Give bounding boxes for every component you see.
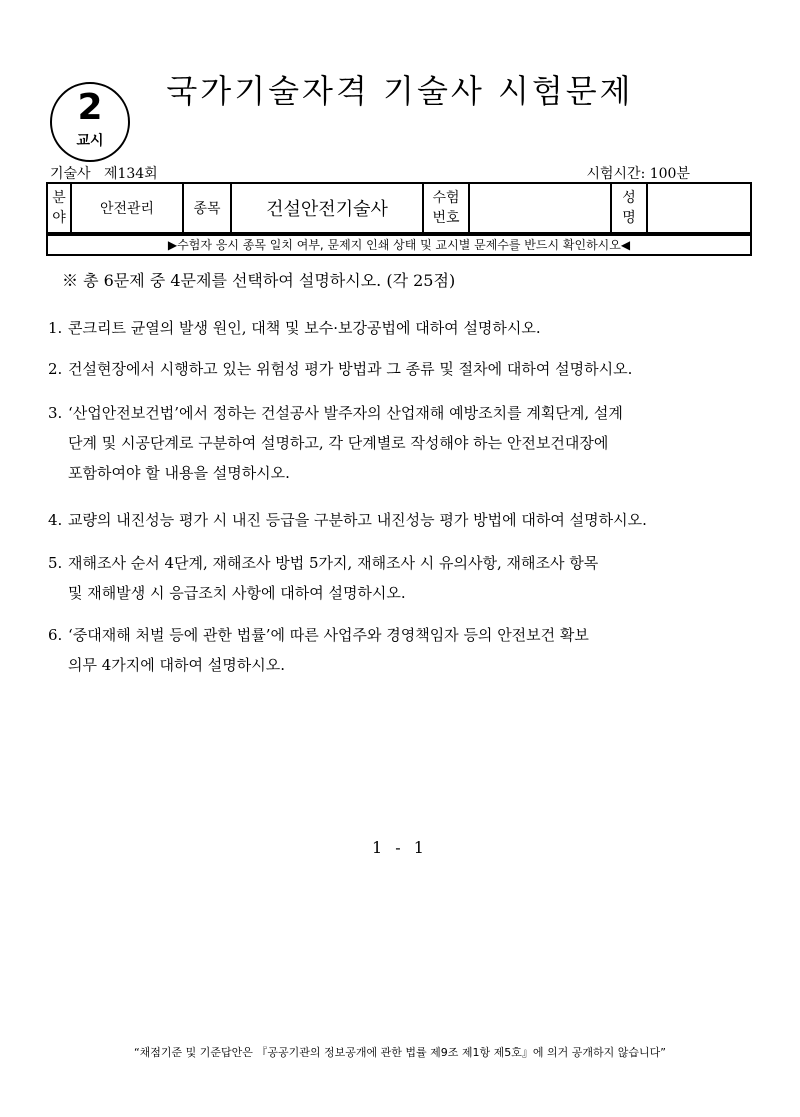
question-number: 5. <box>48 554 63 572</box>
question-line: ‘산업안전보건법’에서 정하는 건설공사 발주자의 산업재해 예방조치를 계획단계, 설계 <box>68 404 623 422</box>
name-field[interactable] <box>647 183 751 233</box>
question-line: 및 재해발생 시 응급조치 사항에 대하여 설명하시오. <box>68 584 406 602</box>
question-2 <box>48 354 758 384</box>
field-value: 안전관리 <box>71 183 183 233</box>
notice-bar: ▶수험자 응시 종목 일치 여부, 문제지 인쇄 상태 및 교시별 문제수를 반드시 확인하시오◀ <box>46 234 752 256</box>
question-line: 콘크리트 균열의 발생 원인, 대책 및 보수·보강공법에 대하여 설명하시오. <box>68 319 541 337</box>
exam-number-field[interactable] <box>469 183 611 233</box>
question-4 <box>48 505 758 535</box>
question-3 <box>48 398 758 488</box>
question-1 <box>48 313 758 343</box>
question-6 <box>48 620 758 680</box>
footer-notice: “채점기준 및 기준답안은 『공공기관의 정보공개에 관한 법률 제9조 제1항 제5호』에 의거 공개하지 않습니다” <box>133 1046 666 1059</box>
instruction: ※ 총 6문제 중 4문제를 선택하여 설명하시오. (각 25점) <box>62 271 456 290</box>
exam-category: 기술사 <box>50 166 91 182</box>
question-line: 포함하여야 할 내용을 설명하시오. <box>68 464 290 482</box>
question-line: 의무 4가지에 대하여 설명하시오. <box>68 656 285 674</box>
question-line: 교량의 내진성능 평가 시 내진 등급을 구분하고 내진성능 평가 방법에 대하여 설명하시오. <box>68 511 647 529</box>
session-badge <box>50 82 130 162</box>
question-line: ‘중대재해 처벌 등에 관한 법률’에 따른 사업주와 경영책임자 등의 안전보건 확보 <box>68 626 589 644</box>
question-line: 단계 및 시공단계로 구분하여 설명하고, 각 단계별로 작성해야 하는 안전보건대장에 <box>68 434 609 452</box>
question-number: 4. <box>48 511 63 529</box>
exam-time: 시험시간: 100분 <box>586 166 690 182</box>
question-number: 1. <box>48 319 63 337</box>
question-number: 6. <box>48 626 63 644</box>
question-line: 재해조사 순서 4단계, 재해조사 방법 5가지, 재해조사 시 유의사항, 재해조사 항목 <box>68 554 599 572</box>
page-number: 1 - 1 <box>372 838 428 857</box>
type-label: 종목 <box>183 183 231 233</box>
exam-round <box>50 163 158 183</box>
question-number: 3. <box>48 404 63 422</box>
session-label: 교시 <box>76 133 104 149</box>
type-value: 건설안전기술사 <box>231 183 423 233</box>
exam-round-number: 제134회 <box>103 166 158 182</box>
session-number: 2 <box>77 87 103 128</box>
question-number: 2. <box>48 360 63 378</box>
exam-info-table <box>46 182 752 234</box>
exam-number-label: 수험 번호 <box>423 183 469 233</box>
question-line: 건설현장에서 시행하고 있는 위험성 평가 방법과 그 종류 및 절차에 대하여 설명하시오. <box>68 360 633 378</box>
name-label: 성 명 <box>611 183 647 233</box>
page-title: 국가기술자격 기술사 시험문제 <box>166 72 634 110</box>
question-5 <box>48 548 758 608</box>
field-label: 분 야 <box>47 183 71 233</box>
